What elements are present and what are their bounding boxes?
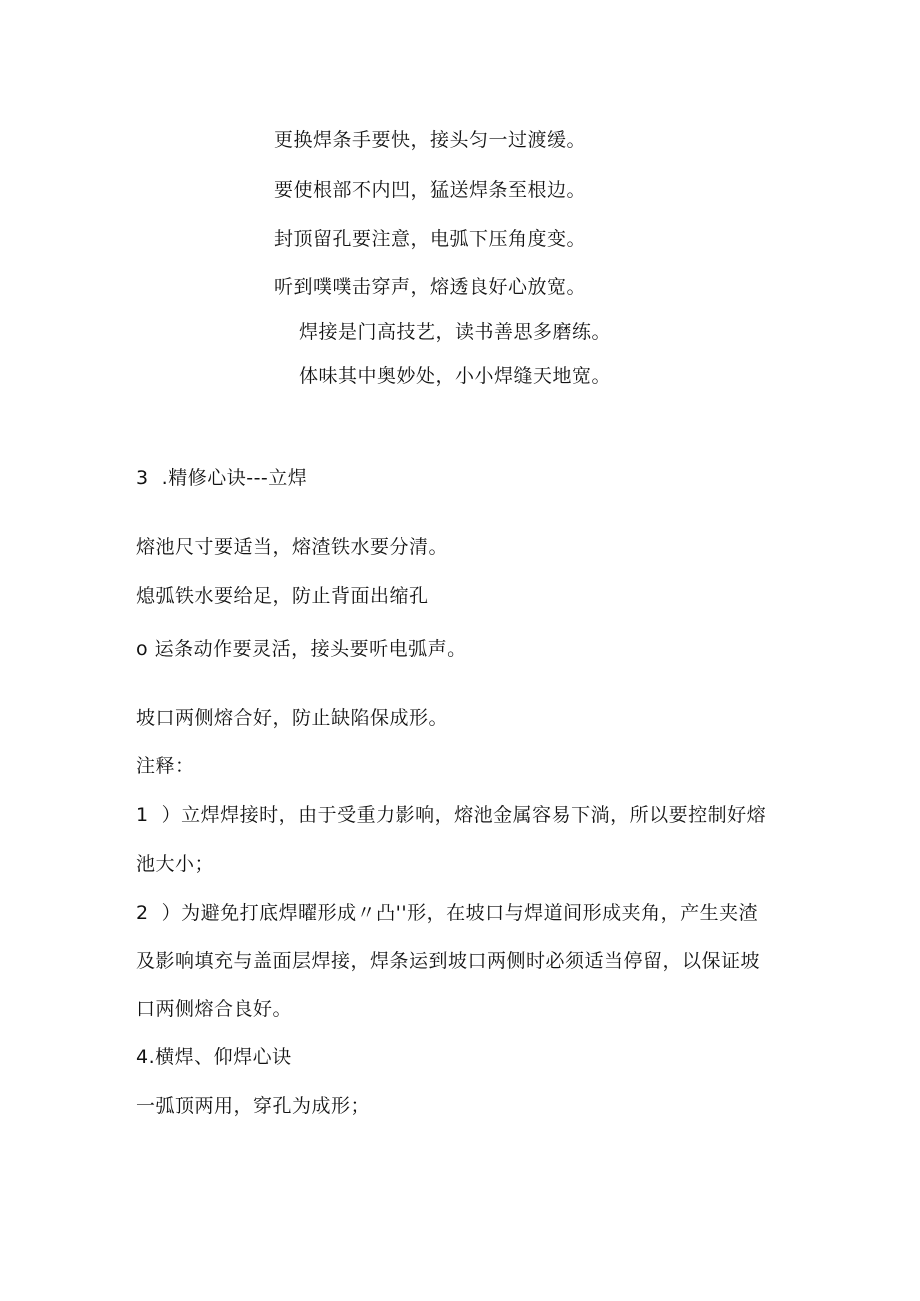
poem-line: 更换焊条手要快，接头匀一过渡缓。 — [274, 129, 587, 151]
note-2-line: 口两侧熔合良好。 — [136, 998, 293, 1020]
poem-line: 要使根部不内凹，猛送焊条至根边。 — [274, 179, 587, 201]
note-2-line: 及影响填充与盖面层焊接，焊条运到坡口两侧时必须适当停留，以保证坡 — [136, 950, 761, 972]
poem-line: 体味其中奥妙处，小小焊缝天地宽。 — [299, 365, 612, 387]
notes-label: 注释： — [136, 755, 195, 777]
note-2-line: 2 ）为避免打底焊曜形成〃凸''形，在坡口与焊道间形成夹角，产生夹渣 — [136, 902, 759, 924]
poem-line: 听到噗噗击穿声，熔透良好心放宽。 — [274, 276, 587, 298]
verse-line: 熄弧铁水要给足，防止背面出缩孔 — [136, 585, 429, 607]
verse-line: 熔池尺寸要适当，熔渣铁水要分清。 — [136, 536, 449, 558]
note-1-line: 1 ）立焊焊接时，由于受重力影响，熔池金属容易下淌，所以要控制好熔 — [136, 804, 767, 826]
section-heading: 4.横焊、仰焊心诀 — [136, 1046, 292, 1068]
poem-line: 封顶留孔要注意，电弧下压角度变。 — [274, 228, 587, 250]
verse-line: 坡口两侧熔合好，防止缺陷保成形。 — [136, 707, 449, 729]
verse-line: o 运条动作要灵活，接头要听电弧声。 — [136, 638, 467, 660]
verse-line: 一弧顶两用，穿孔为成形； — [136, 1095, 371, 1117]
section-heading: 3 .精修心诀---立焊 — [136, 467, 308, 489]
note-1-line: 池大小； — [136, 853, 215, 875]
poem-line: 焊接是门高技艺，读书善思多磨练。 — [299, 321, 612, 343]
